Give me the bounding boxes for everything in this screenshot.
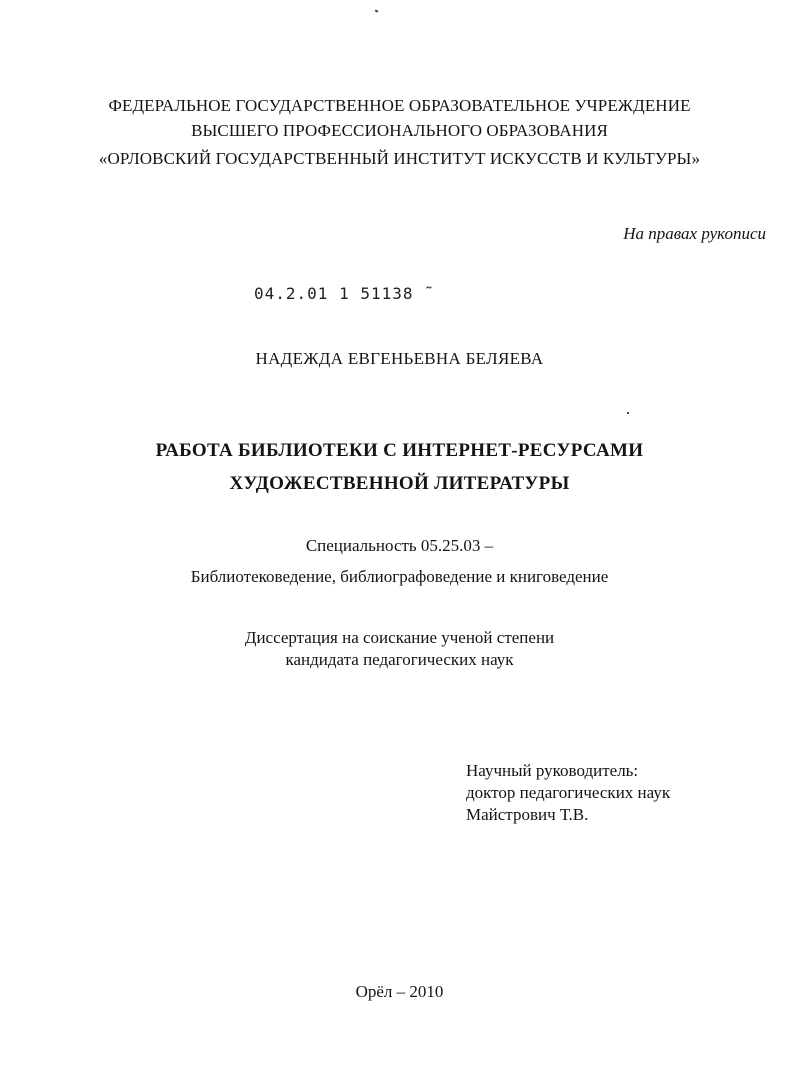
institution-line-3: «ОРЛОВСКИЙ ГОСУДАРСТВЕННЫЙ ИНСТИТУТ ИСКУССТВ И КУЛЬТУРЫ»: [98, 149, 701, 168]
degree-line-2: кандидата педагогических наук: [285, 650, 514, 669]
author-name: НАДЕЖДА ЕВГЕНЬЕВНА БЕЛЯЕВА: [255, 349, 544, 368]
institution-line-1: ФЕДЕРАЛЬНОЕ ГОСУДАРСТВЕННОЕ ОБРАЗОВАТЕЛЬНОЕ УЧРЕЖДЕНИЕ: [108, 96, 691, 115]
city-year: Орёл – 2010: [355, 982, 444, 1001]
supervisor-name: Майстрович Т.В.: [466, 805, 589, 824]
thesis-title-line-2: ХУДОЖЕСТВЕННОЙ ЛИТЕРАТУРЫ: [229, 473, 570, 494]
manuscript-note: На правах рукописи: [623, 224, 766, 243]
supervisor-label: Научный руководитель:: [466, 761, 639, 780]
degree-line-1: Диссертация на соискание ученой степени: [244, 628, 555, 647]
thesis-title-line-1: РАБОТА БИБЛИОТЕКИ С ИНТЕРНЕТ-РЕСУРСАМИ: [155, 440, 644, 461]
registry-number: 04.2.01 1 51138 ˜: [254, 284, 435, 303]
supervisor-degree: доктор педагогических наук: [466, 783, 671, 802]
institution-line-2: ВЫСШЕГО ПРОФЕССИОНАЛЬНОГО ОБРАЗОВАНИЯ: [191, 121, 608, 140]
specialty-line-1: Специальность 05.25.03 –: [305, 536, 494, 555]
specialty-line-2: Библиотековедение, библиографоведение и книговедение: [190, 567, 609, 586]
scan-speck: [627, 412, 629, 414]
scan-speck: [375, 9, 379, 12]
